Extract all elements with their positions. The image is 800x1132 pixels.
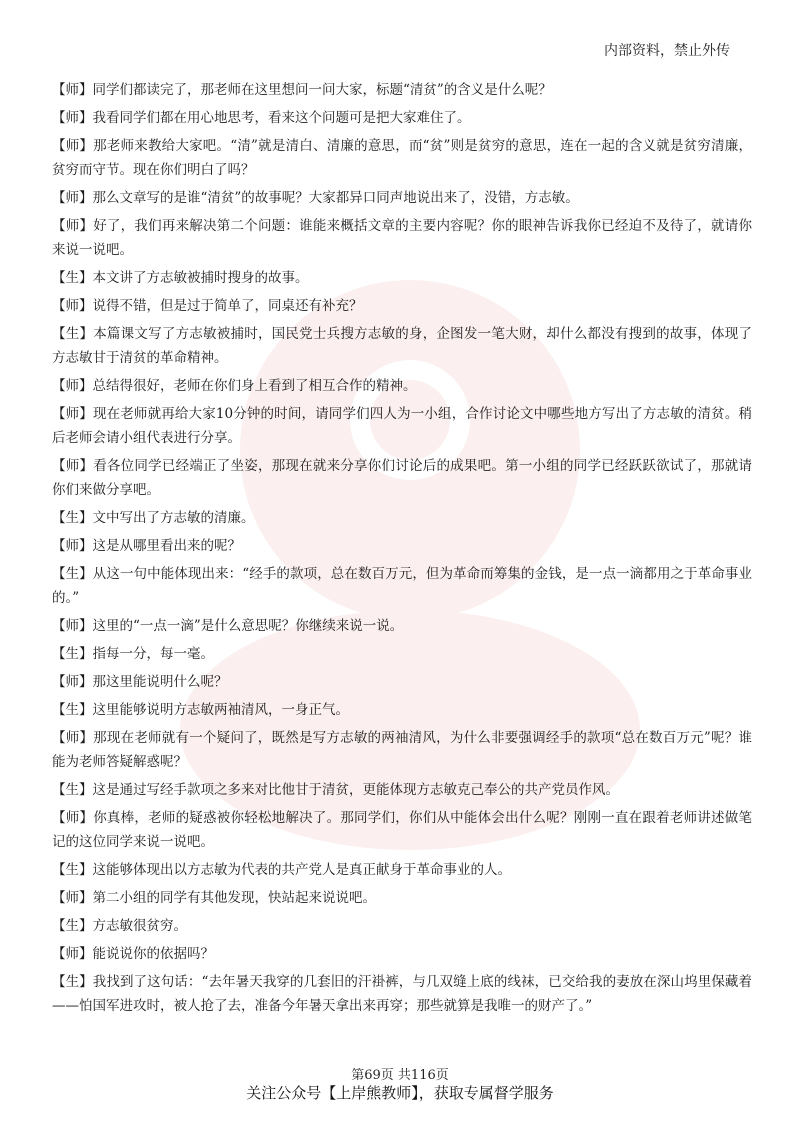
dialogue-line: 【师】那现在老师就有一个疑问了，既然是写方志敏的两袖清风，为什么非要强调经手的款项“总在数百万元”呢？谁能为老师答疑解惑呢？ bbox=[52, 730, 752, 770]
document-body bbox=[52, 78, 752, 1022]
dialogue-line: 【师】这里的“一点一滴”是什么意思呢？你继续来说一说。 bbox=[52, 618, 404, 634]
page-number: 第69页 共116页 bbox=[351, 1068, 449, 1083]
dialogue-line: 【生】文中写出了方志敏的清廉。 bbox=[52, 510, 255, 526]
dialogue-line: 【生】本篇课文写了方志敏被捕时，国民党士兵搜方志敏的身，企图发一笔大财，却什么都没有搜到的故事，体现了方志敏甘于清贫的革命精神。 bbox=[52, 326, 752, 366]
dialogue-line: 【生】方志敏很贫穷。 bbox=[52, 918, 187, 934]
dialogue-line: 【师】那老师来教给大家吧。“清”就是清白、清廉的意思，而“贫”则是贫穷的意思，连在一起的含义就是贫穷清廉，贫穷而守节。现在你们明白了吗？ bbox=[52, 138, 752, 178]
dialogue-line: 【生】这里能够说明方志敏两袖清风，一身正气。 bbox=[52, 702, 349, 718]
dialogue-line: 【生】本文讲了方志敏被捕时搜身的故事。 bbox=[52, 270, 309, 286]
promo-text: 关注公众号【上岸熊教师】，获取专属督学服务 bbox=[246, 1084, 554, 1102]
dialogue-line: 【师】你真棒，老师的疑惑被你轻松地解决了。那同学们，你们从中能体会出什么呢？刚刚一直在跟着老师讲述做笔记的这位同学来说一说吧。 bbox=[52, 810, 752, 850]
dialogue-line: 【师】第二小组的同学有其他发现，快站起来说说吧。 bbox=[52, 890, 376, 906]
dialogue-line: 【师】能说说你的依据吗？ bbox=[52, 946, 214, 962]
dialogue-line: 【师】那么文章写的是谁“清贫”的故事呢？大家都异口同声地说出来了，没错，方志敏。 bbox=[52, 190, 579, 206]
confidential-note: 内部资料，禁止外传 bbox=[604, 43, 730, 59]
dialogue-line: 【生】这是通过写经手款项之多来对比他甘于清贫，更能体现方志敏克己奉公的共产党员作风。 bbox=[52, 782, 619, 798]
dialogue-line: 【师】同学们都读完了，那老师在这里想问一问大家，标题“清贫”的含义是什么呢？ bbox=[52, 82, 552, 98]
dialogue-line: 【师】总结得很好，老师在你们身上看到了相互合作的精神。 bbox=[52, 378, 417, 394]
dialogue-line: 【师】说得不错，但是过于简单了，同桌还有补充？ bbox=[52, 298, 363, 314]
dialogue-line: 【师】那这里能说明什么呢？ bbox=[52, 674, 228, 690]
dialogue-line: 【师】好了，我们再来解决第二个问题：谁能来概括文章的主要内容呢？你的眼神告诉我你已经迫不及待了，就请你来说一说吧。 bbox=[52, 218, 752, 258]
dialogue-line: 【师】我看同学们都在用心地思考，看来这个问题可是把大家难住了。 bbox=[52, 110, 471, 126]
dialogue-line: 【生】从这一句中能体现出来：“经手的款项，总在数百万元，但为革命而筹集的金钱，是一点一滴都用之于革命事业的。” bbox=[52, 566, 752, 606]
dialogue-line: 【师】现在老师就再给大家10分钟的时间，请同学们四人为一小组，合作讨论文中哪些地方写出了方志敏的清贫。稍后老师会请小组代表进行分享。 bbox=[52, 406, 752, 446]
dialogue-line: 【师】这是从哪里看出来的呢？ bbox=[52, 538, 241, 554]
dialogue-line: 【生】指每一分，每一毫。 bbox=[52, 646, 214, 662]
dialogue-line: 【师】看各位同学已经端正了坐姿，那现在就来分享你们讨论后的成果吧。第一小组的同学已经跃跃欲试了，那就请你们来做分享吧。 bbox=[52, 458, 752, 498]
dialogue-line: 【生】我找到了这句话：“去年暑天我穿的几套旧的汗褂裤，与几双缝上底的线袜，已交给我的妻放在深山坞里保藏着——怕国军进攻时，被人抢了去，准备今年暑天拿出来再穿；那些就算是我唯一的财产了。” bbox=[52, 974, 752, 1014]
dialogue-line: 【生】这能够体现出以方志敏为代表的共产党人是真正献身于革命事业的人。 bbox=[52, 862, 511, 878]
